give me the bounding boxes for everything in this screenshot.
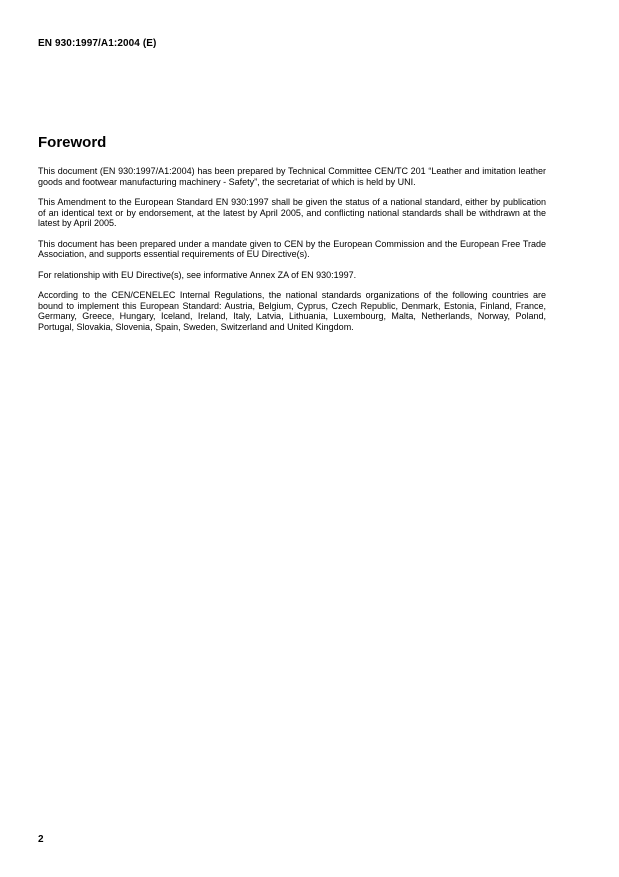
page-number: 2 <box>38 834 44 845</box>
paragraph-mandate: This document has been prepared under a mandate given to CEN by the European Commission and the European Free Trade Association, and supports essential requirements of EU Directive(s). <box>38 238 546 259</box>
foreword-body <box>38 166 546 342</box>
running-header: EN 930:1997/A1:2004 (E) <box>38 38 157 49</box>
paragraph-national-status: This Amendment to the European Standard EN 930:1997 shall be given the status of a national standard, either by publication of an identical text or by endorsement, at the latest by April 2005, and conflicting national standards shall be withdrawn at the latest by April 2005. <box>38 197 546 228</box>
paragraph-preparation: This document (EN 930:1997/A1:2004) has been prepared by Technical Committee CEN/TC 201 “Leather and imitation leather goods and footwear manufacturing machinery - Safety”, the secretariat of which is held by UNI. <box>38 166 546 187</box>
paragraph-implementing-countries: According to the CEN/CENELEC Internal Regulations, the national standards organizations of the following countries are bound to implement this European Standard: Austria, Belgium, Cyprus, Czech Republic, Denmark, Estonia, Finland, France, Germany, Greece, Hungary, Iceland, Ireland, Italy, Latvia, Lithuania, Luxembourg, Malta, Netherlands, Norway, Poland, Portugal, Slovakia, Slovenia, Spain, Sweden, Switzerland and United Kingdom. <box>38 290 546 332</box>
paragraph-directive-relationship: For relationship with EU Directive(s), see informative Annex ZA of EN 930:1997. <box>38 269 357 280</box>
section-title: Foreword <box>38 134 107 151</box>
